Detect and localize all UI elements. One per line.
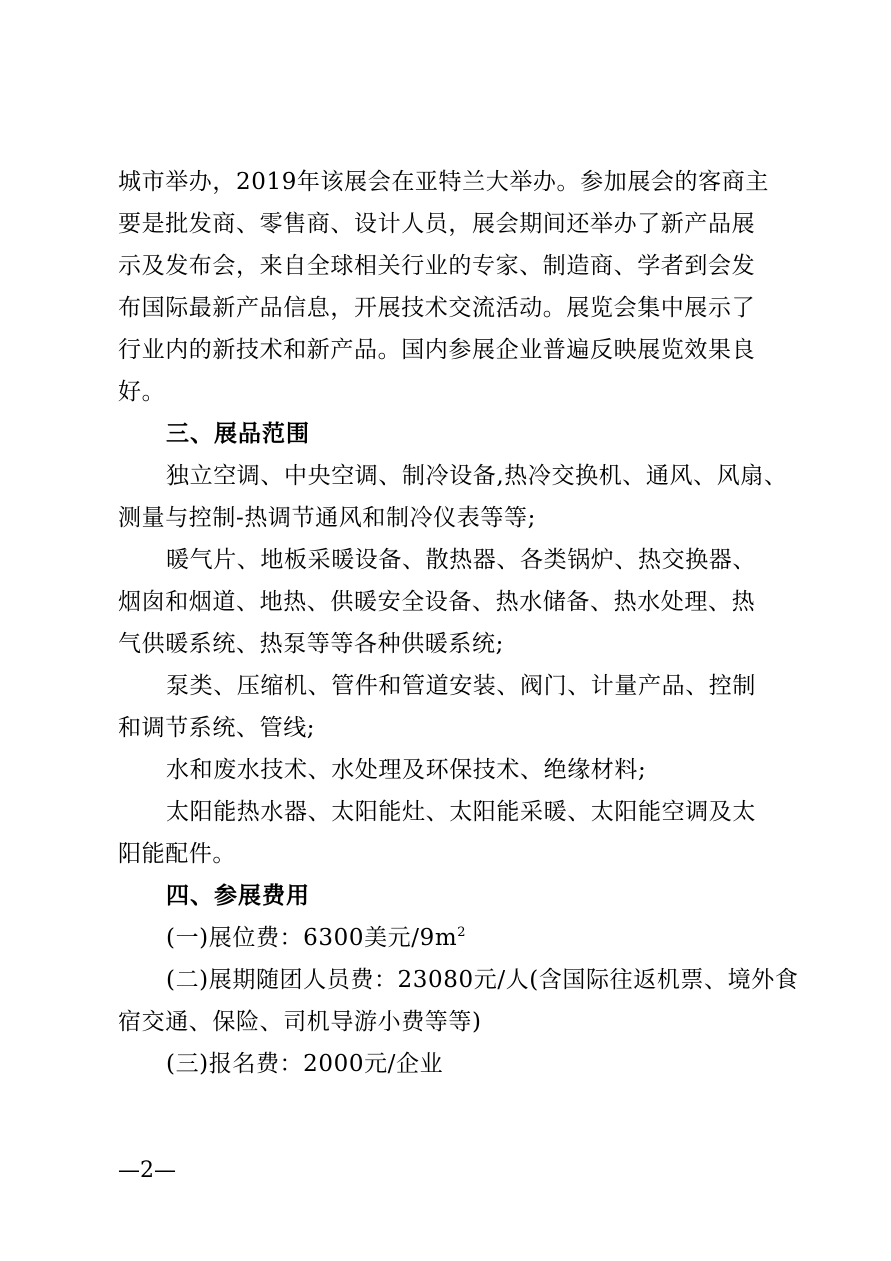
fee-booth-superscript: 2 [457,925,467,940]
list-item-line: 气供暖系统、热泵等等各种供暖系统; [118,631,504,657]
fee-line-delegation: 宿交通、保险、司机导游小费等等) [118,1009,482,1035]
paragraph-line: 好。 [118,379,166,405]
list-item-line: 测量与控制-热调节通风和制冷仪表等等; [118,505,536,531]
list-item-line: 暖气片、地板采暖设备、散热器、各类锅炉、热交换器、 [166,547,756,573]
fee-booth-text: (一)展位费：6300美元/9m [166,925,458,951]
list-item-line: 泵类、压缩机、管件和管道安装、阀门、计量产品、控制 [166,673,756,699]
list-item-line: 独立空调、中央空调、制冷设备,热冷交换机、通风、风扇、 [166,463,788,489]
fee-line-booth [0,924,891,952]
section-heading: 四、参展费用 [166,883,310,909]
list-item-line: 烟囱和烟道、地热、供暖安全设备、热水储备、热水处理、热 [118,589,756,615]
page-number: —2— [118,1158,176,1183]
section-heading: 三、展品范围 [166,421,310,447]
paragraph-line: 布国际最新产品信息，开展技术交流活动。展览会集中展示了 [118,295,756,321]
fee-line-delegation: (二)展期随团人员费：23080元/人(含国际往返机票、境外食 [166,967,799,993]
paragraph-line: 示及发布会，来自全球相关行业的专家、制造商、学者到会发 [118,253,756,279]
paragraph-line: 要是批发商、零售商、设计人员，展会期间还举办了新产品展 [118,211,756,237]
list-item-line: 阳能配件。 [118,841,236,867]
paragraph-line: 行业内的新技术和新产品。国内参展企业普遍反映展览效果良 [118,337,756,363]
list-item-line: 太阳能热水器、太阳能灶、太阳能采暖、太阳能空调及太 [166,799,756,825]
paragraph-line: 城市举办，2019年该展会在亚特兰大举办。参加展会的客商主 [118,169,769,195]
list-item-line: 水和废水技术、水处理及环保技术、绝缘材料; [166,757,647,783]
list-item-line: 和调节系统、管线; [118,715,316,741]
fee-line-registration: (三)报名费：2000元/企业 [166,1051,444,1077]
